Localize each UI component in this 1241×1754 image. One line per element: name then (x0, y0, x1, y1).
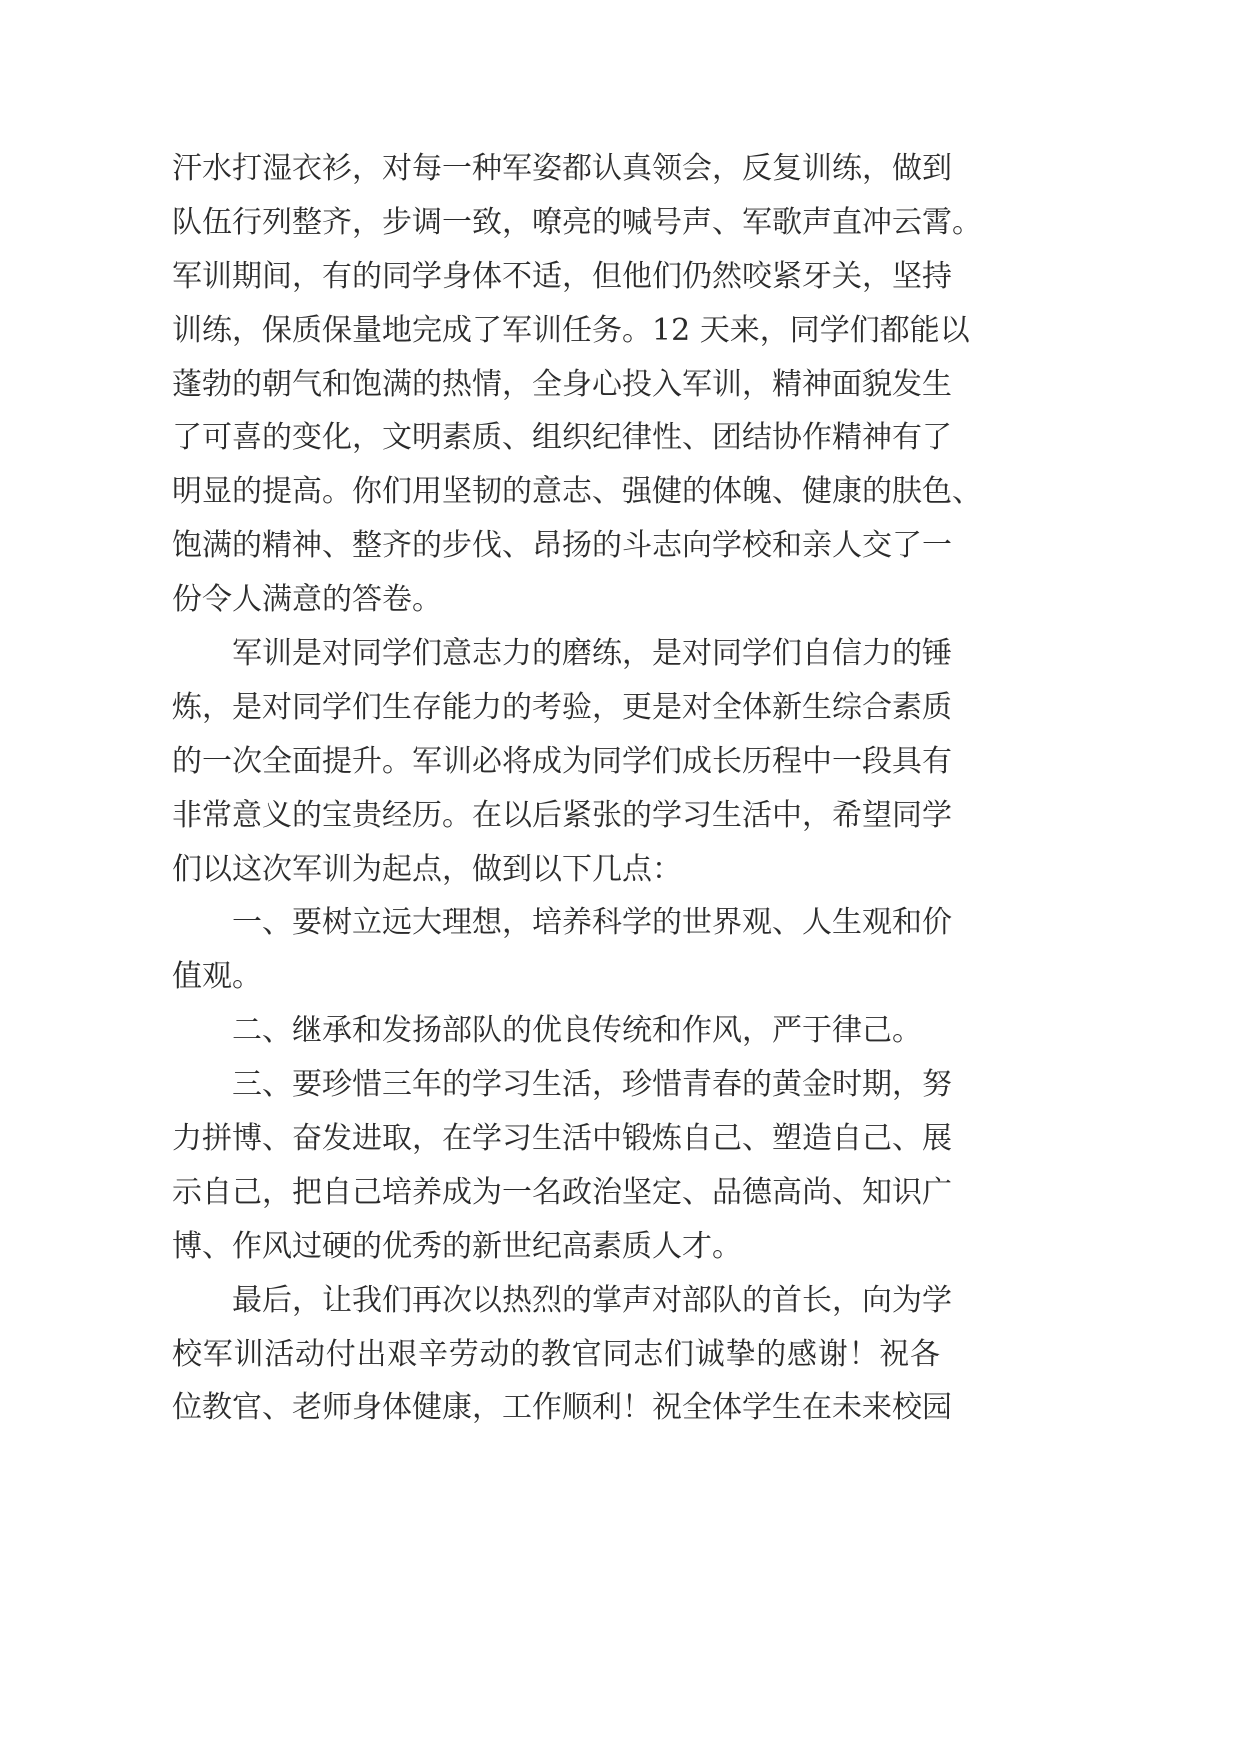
text-line: 炼，是对同学们生存能力的考验，更是对全体新生综合素质 (172, 689, 952, 725)
text-line: 位教官、老师身体健康，工作顺利！祝全体学生在未来校园 (172, 1390, 952, 1426)
document-body (172, 142, 982, 1435)
text-line: 力拼博、奋发进取，在学习生活中锻炼自己、塑造自己、展 (172, 1121, 952, 1157)
text-line: 值观。 (172, 959, 262, 995)
text-line: 蓬勃的朝气和饱满的热情，全身心投入军训，精神面貌发生 (172, 366, 952, 402)
text-line: 的一次全面提升。军训必将成为同学们成长历程中一段具有 (172, 743, 952, 779)
text-line: 博、作风过硬的优秀的新世纪高素质人才。 (172, 1228, 742, 1264)
text-line: 份令人满意的答卷。 (172, 582, 442, 618)
text-line: 们以这次军训为起点，做到以下几点： (172, 851, 682, 887)
text-line: 三、要珍惜三年的学习生活，珍惜青春的黄金时期，努 (232, 1067, 952, 1103)
text-line: 一、要树立远大理想，培养科学的世界观、人生观和价 (232, 905, 952, 941)
text-line: 非常意义的宝贵经历。在以后紧张的学习生活中，希望同学 (172, 797, 952, 833)
text-line: 队伍行列整齐，步调一致，嘹亮的喊号声、军歌声直冲云霄。 (172, 204, 982, 240)
text-line: 最后，让我们再次以热烈的掌声对部队的首长，向为学 (232, 1282, 952, 1318)
text-line: 军训是对同学们意志力的磨练，是对同学们自信力的锤 (232, 636, 952, 672)
text-line: 明显的提高。你们用坚韧的意志、强健的体魄、健康的肤色、 (172, 474, 982, 510)
text-line: 饱满的精神、整齐的步伐、昂扬的斗志向学校和亲人交了一 (172, 528, 952, 564)
text-line: 示自己，把自己培养成为一名政治坚定、品德高尚、知识广 (172, 1174, 952, 1210)
text-line: 了可喜的变化，文明素质、组织纪律性、团结协作精神有了 (172, 420, 952, 456)
text-line: 军训期间，有的同学身体不适，但他们仍然咬紧牙关，坚持 (172, 258, 952, 294)
text-line: 汗水打湿衣衫，对每一种军姿都认真领会，反复训练，做到 (172, 151, 952, 186)
text-line: 训练，保质保量地完成了军训任务。12 天来，同学们都能以 (172, 312, 970, 348)
text-line: 校军训活动付出艰辛劳动的教官同志们诚挚的感谢！祝各 (172, 1336, 940, 1372)
text-line: 二、继承和发扬部队的优良传统和作风，严于律己。 (232, 1013, 922, 1049)
